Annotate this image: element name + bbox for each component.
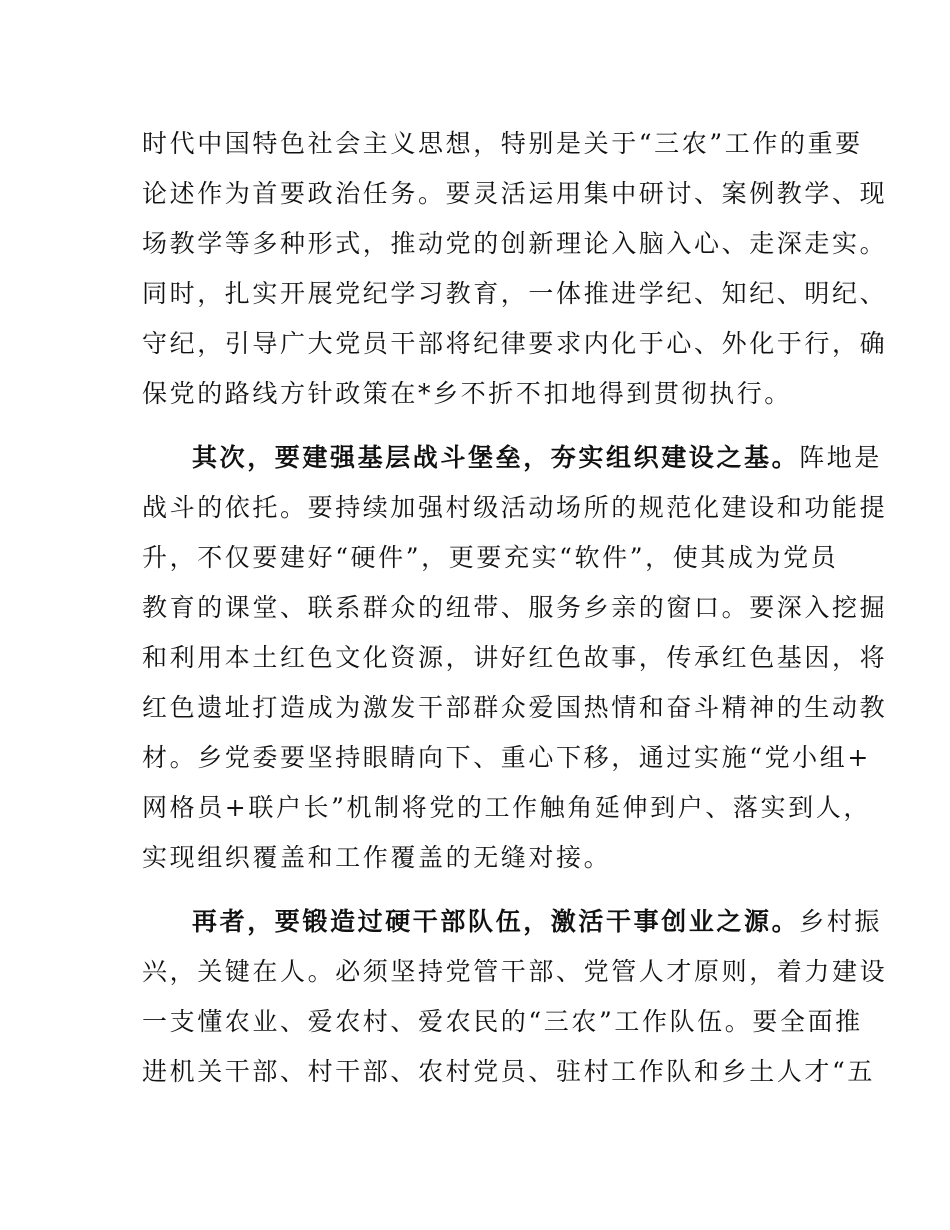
paragraph-2-line-4: 教育的课堂、联系群众的纽带、服务乡亲的窗口。要深入挖掘 (142, 593, 888, 622)
paragraph-1-line-4: 同时，扎实开展党纪学习教育，一体推进学纪、知纪、明纪、 (142, 279, 888, 308)
paragraph-2-heading: 其次，要建强基层战斗堡垒，夯实组织建设之基。 (192, 443, 800, 472)
paragraph-2-line-5: 和利用本土红色文化资源，讲好红色故事，传承红色基因，将 (142, 643, 888, 672)
paragraph-1-line-1: 时代中国特色社会主义思想，特别是关于“三农”工作的重要 (142, 129, 863, 158)
paragraph-1-line-6: 保党的路线方针政策在*乡不折不扣地得到贯彻执行。 (142, 379, 792, 408)
paragraph-3-line-2: 兴，关键在人。必须坚持党管干部、党管人才原则，着力建设 (142, 957, 888, 986)
paragraph-3-line-3: 一支懂农业、爱农村、爱农民的“三农”工作队伍。要全面推 (142, 1007, 863, 1036)
paragraph-1-line-5: 守纪，引导广大党员干部将纪律要求内化于心、外化于行，确 (142, 329, 888, 358)
paragraph-2-first-line-rest: 阵地是 (799, 443, 883, 472)
paragraph-2-line-8: 网格员+联户长”机制将党的工作触角延伸到户、落实到人， (142, 793, 871, 822)
paragraph-3-first-line-rest: 乡村振 (799, 907, 883, 936)
paragraph-2-first-line (192, 440, 883, 476)
paragraph-2-line-6: 红色遗址打造成为激发干部群众爱国热情和奋斗精神的生动教 (142, 693, 888, 722)
paragraph-3-heading: 再者，要锻造过硬干部队伍，激活干事创业之源。 (192, 907, 800, 936)
paragraph-3-line-4: 进机关干部、村干部、农村党员、驻村工作队和乡土人才“五 (142, 1057, 875, 1086)
paragraph-2-line-9: 实现组织覆盖和工作覆盖的无缝对接。 (142, 843, 612, 872)
paragraph-2-line-3: 升，不仅要建好“硬件”，更要充实“软件”，使其成为党员 (142, 543, 839, 572)
paragraph-2-line-7: 材。乡党委要坚持眼睛向下、重心下移，通过实施“党小组+ (142, 743, 871, 772)
paragraph-2-line-2: 战斗的依托。要持续加强村级活动场所的规范化建设和功能提 (142, 493, 888, 522)
paragraph-1-line-3: 场教学等多种形式，推动党的创新理论入脑入心、走深走实。 (142, 229, 888, 258)
paragraph-3-first-line (192, 904, 883, 940)
paragraph-1-line-2: 论述作为首要政治任务。要灵活运用集中研讨、案例教学、现 (142, 179, 888, 208)
